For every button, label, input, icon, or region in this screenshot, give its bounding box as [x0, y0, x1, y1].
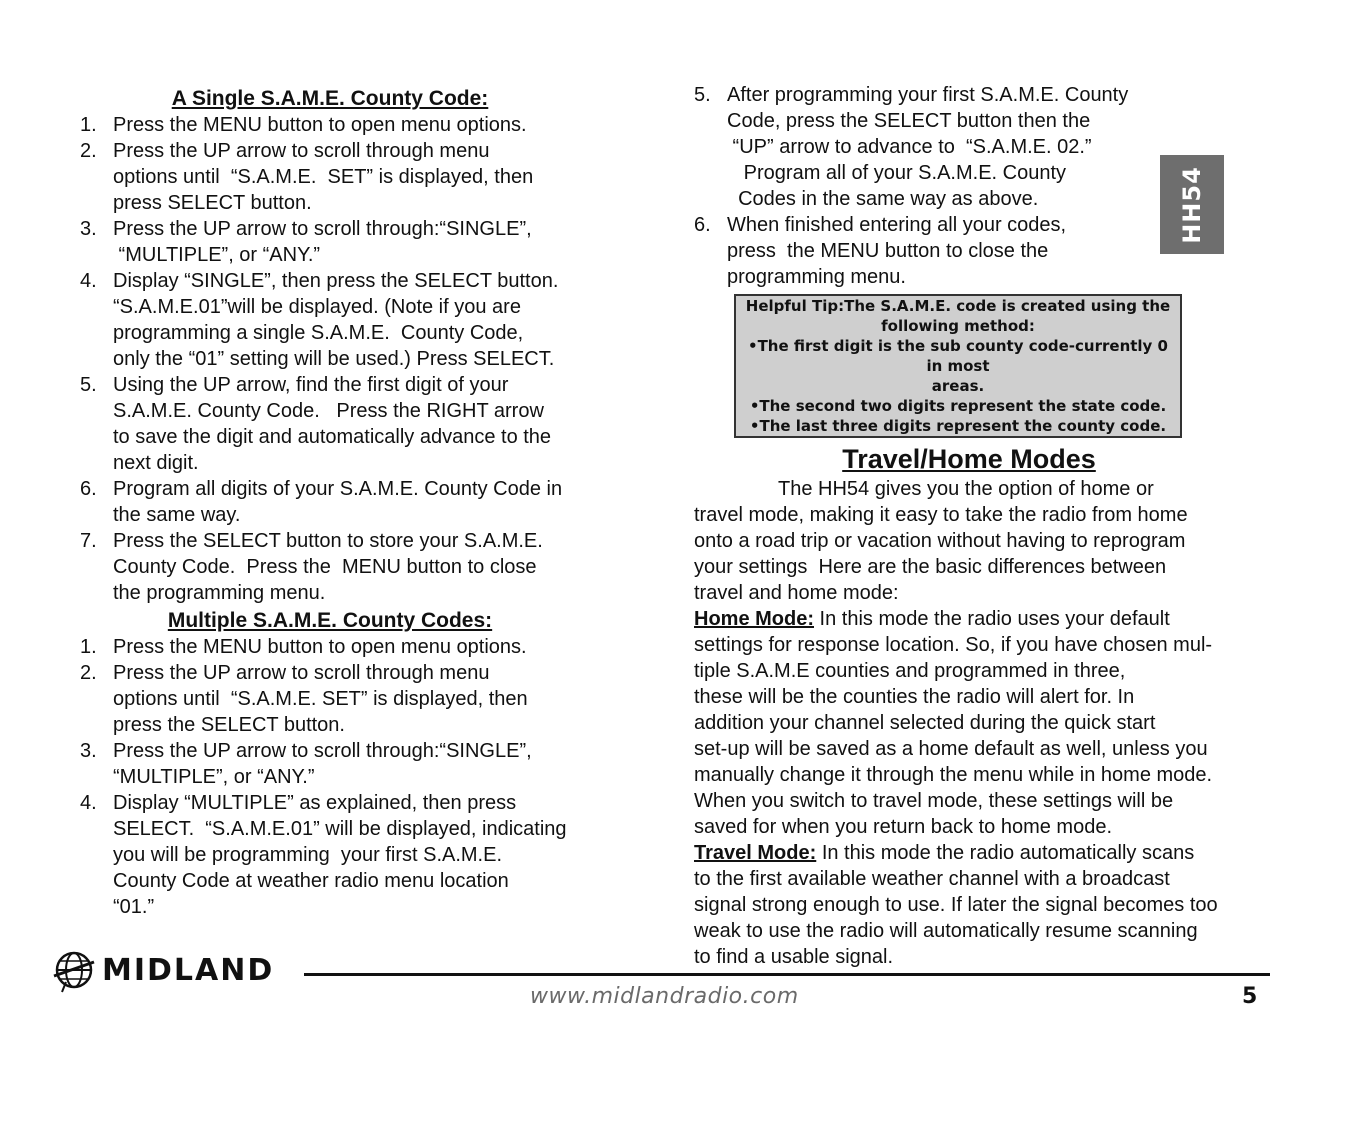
step-number: 1. [80, 636, 97, 658]
step-item [80, 112, 580, 138]
step-line: to save the digit and automatically advance to the [113, 426, 552, 448]
travel-mode-paragraph [694, 840, 1244, 970]
step-number: 2. [80, 140, 97, 162]
travel-home-heading: Travel/Home Modes [842, 444, 1096, 474]
model-side-tab-label: HH54 [1178, 165, 1207, 244]
midland-logo [50, 944, 306, 996]
step-line: Codes in the same way as above. [727, 188, 1039, 210]
single-code-steps [80, 112, 580, 606]
text-line: travel and home mode: [694, 582, 899, 604]
step-line: the programming menu. [113, 582, 326, 604]
step-item [80, 268, 580, 372]
text-line: to find a usable signal. [694, 946, 894, 968]
step-line: “S.A.M.E.01”will be displayed. (Note if you are [113, 296, 521, 318]
travel-home-intro [694, 476, 1244, 606]
tip-line: Helpful Tip:The S.A.M.E. code is created using the [745, 297, 1171, 315]
step-line: Press the MENU button to open menu options. [113, 636, 527, 658]
step-line: Press the UP arrow to scroll through:“SINGLE”, [113, 218, 532, 240]
step-item [80, 528, 580, 606]
step-item [80, 790, 580, 920]
step-line: “01.” [113, 896, 155, 918]
tip-line: areas. [931, 377, 985, 395]
step-number: 6. [80, 478, 97, 500]
step-line: Program all digits of your S.A.M.E. County Code in [113, 478, 563, 500]
step-line: only the “01” setting will be used.) Press SELECT. [113, 348, 555, 370]
step-line: press SELECT button. [113, 192, 312, 214]
step-line: options until “S.A.M.E. SET” is displayed, then [113, 688, 528, 710]
footer-url: www.midlandradio.com [530, 984, 799, 1009]
step-item [80, 216, 580, 268]
text-line: tiple S.A.M.E counties and programmed in three, [694, 660, 1126, 682]
helpful-tip-box [734, 294, 1182, 438]
step-line: programming a single S.A.M.E. County Code, [113, 322, 524, 344]
step-line: Display “SINGLE”, then press the SELECT button. [113, 270, 559, 292]
home-mode-paragraph [694, 606, 1244, 840]
text-line: manually change it through the menu while in home mode. [694, 764, 1213, 786]
text-line: In this mode the radio uses your default [814, 608, 1170, 630]
step-line: Display “MULTIPLE” as explained, then press [113, 792, 517, 814]
step-line: County Code at weather radio menu location [113, 870, 509, 892]
text-line: travel mode, making it easy to take the radio from home [694, 504, 1188, 526]
home-mode-term: Home Mode: [694, 608, 814, 630]
step-line: SELECT. “S.A.M.E.01” will be displayed, indicating [113, 818, 567, 840]
step-line: “MULTIPLE”, or “ANY.” [113, 244, 321, 266]
step-line: Press the UP arrow to scroll through menu [113, 140, 490, 162]
step-number: 4. [80, 270, 97, 292]
text-line: The HH54 gives you the option of home or [778, 478, 1154, 500]
text-line: settings for response location. So, if you have chosen mul- [694, 634, 1213, 656]
step-item [80, 476, 580, 528]
page-number: 5 [1242, 984, 1258, 1009]
step-line: County Code. Press the MENU button to close [113, 556, 537, 578]
step-item [80, 634, 580, 660]
home-mode-text [694, 608, 1212, 838]
text-line: weak to use the radio will automatically resume scanning [694, 920, 1198, 942]
step-number: 7. [80, 530, 97, 552]
text-line: In this mode the radio automatically scans [816, 842, 1195, 864]
step-number: 3. [80, 218, 97, 240]
text-line: saved for when you return back to home mode. [694, 816, 1113, 838]
tip-line: •The last three digits represent the county code. [749, 417, 1167, 435]
step-line: options until “S.A.M.E. SET” is displayed, then [113, 166, 534, 188]
step-line: Press the UP arrow to scroll through menu [113, 662, 490, 684]
step-line: Code, press the SELECT button then the [727, 110, 1091, 132]
step-number: 6. [694, 214, 711, 236]
globe-icon [50, 946, 98, 994]
text-line: your settings Here are the basic differences between [694, 556, 1167, 578]
logo-text: MIDLAND [102, 952, 275, 988]
step-line: Press the SELECT button to store your S.A.M.E. [113, 530, 543, 552]
left-column [80, 86, 580, 920]
multiple-codes-heading: Multiple S.A.M.E. County Codes: [167, 609, 493, 632]
tip-line: following method: [881, 317, 1035, 335]
step-number: 1. [80, 114, 97, 136]
step-item [80, 660, 580, 738]
step-line: Press the UP arrow to scroll through:“SINGLE”, [113, 740, 532, 762]
text-line: set-up will be saved as a home default as well, unless you [694, 738, 1208, 760]
model-side-tab [1160, 155, 1224, 254]
step-line: When finished entering all your codes, [727, 214, 1067, 236]
step-line: Program all of your S.A.M.E. County [727, 162, 1067, 184]
step-item [80, 138, 580, 216]
step-line: “MULTIPLE”, or “ANY.” [113, 766, 315, 788]
step-line: S.A.M.E. County Code. Press the RIGHT arrow [113, 400, 544, 422]
step-line: you will be programming your first S.A.M.E. [113, 844, 503, 866]
step-line: press the MENU button to close the [727, 240, 1049, 262]
step-item [80, 738, 580, 790]
travel-mode-term: Travel Mode: [694, 842, 817, 864]
tip-line: •The first digit is the sub county code-currently 0 in most [747, 337, 1168, 375]
text-line: these will be the counties the radio will alert for. In [694, 686, 1135, 708]
text-line: onto a road trip or vacation without having to reprogram [694, 530, 1186, 552]
step-line: programming menu. [727, 266, 906, 288]
step-number: 2. [80, 662, 97, 684]
step-line: the same way. [113, 504, 241, 526]
step-number: 3. [80, 740, 97, 762]
step-number: 4. [80, 792, 97, 814]
step-item [80, 372, 580, 476]
text-line: to the first available weather channel with a broadcast [694, 868, 1170, 890]
step-line: next digit. [113, 452, 199, 474]
tip-line: •The second two digits represent the state code. [749, 397, 1167, 415]
text-line: When you switch to travel mode, these settings will be [694, 790, 1174, 812]
step-number: 5. [80, 374, 97, 396]
text-line: signal strong enough to use. If later the signal becomes too [694, 894, 1218, 916]
step-line: Press the MENU button to open menu options. [113, 114, 527, 136]
step-number: 5. [694, 84, 711, 106]
multiple-codes-steps [80, 634, 580, 920]
step-line: “UP” arrow to advance to “S.A.M.E. 02.” [727, 136, 1092, 158]
step-line: After programming your first S.A.M.E. County [727, 84, 1129, 106]
single-code-heading: A Single S.A.M.E. County Code: [171, 87, 489, 110]
step-line: press the SELECT button. [113, 714, 345, 736]
footer-rule [304, 973, 1270, 976]
step-line: Using the UP arrow, find the first digit of your [113, 374, 509, 396]
text-line: addition your channel selected during the quick start [694, 712, 1156, 734]
